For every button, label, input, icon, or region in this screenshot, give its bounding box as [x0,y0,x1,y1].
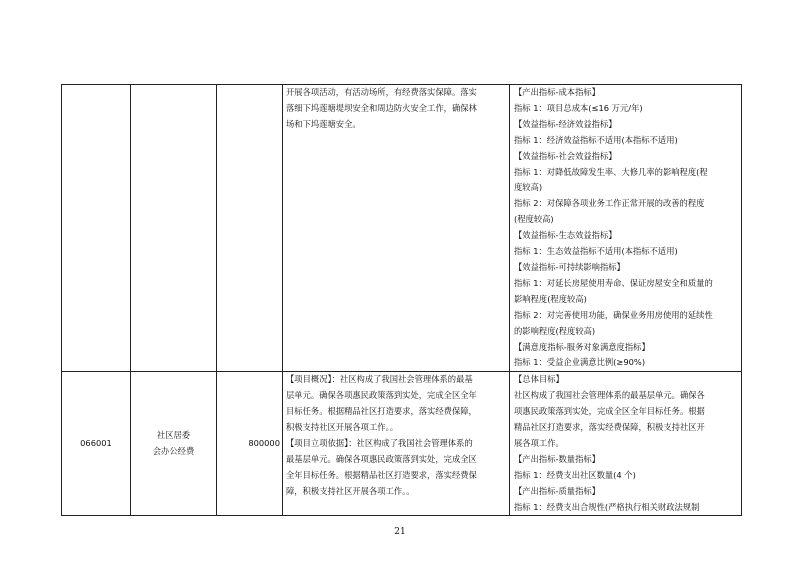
project-code-cell [62,372,131,516]
indicator-text-line: 【产出指标-数量指标】 [514,453,600,464]
project-table [61,84,742,516]
indicator-text-line: 【总体目标】 [514,374,564,385]
indicator-text-line: (程度较高) [514,214,554,225]
project-basis-cell [283,372,510,516]
indicator-text-line: 【产出指标-质量指标】 [514,485,600,496]
basis-text-line: 【项目立项依据】：社区构成了我国社会管理体系的 [286,437,473,448]
indicator-text-line: 【产出指标-成本指标】 [514,87,600,97]
indicator-text-line: 的影响程度(程度较高) [514,325,596,336]
basis-text-line: 全年目标任务。根据精品社区打造要求，落实经费保 [286,469,477,480]
project-code-cell [62,85,131,372]
basis-text-line: 积极支持社区开展各项工作。。 [286,422,399,433]
indicator-text-line: 社区构成了我国社会管理体系的最基层单元。确保各 [514,390,705,401]
indicator-text-line: 【效益指标-可持续影响指标】 [514,261,625,272]
indicator-cell [510,85,742,372]
basis-text-line: 层单元。确保各项惠民政策落到实处，完成全区全年 [286,390,477,401]
indicator-text-line: 指标 1：项目总成本(≤16 万元/年) [514,102,643,113]
basis-text-line: 最基层单元。确保各项惠民政策落到实处，完成全区 [286,453,477,464]
indicator-text-line: 度较高) [514,182,543,193]
project-name-cell [131,372,217,516]
indicator-text-line: 指标 1：生态效益指标不适用(本指标不适用) [514,246,678,257]
amount-cell [217,85,283,372]
amount-cell [217,372,283,516]
indicator-text-line: 指标 1：对降低故障发生率、大修几率的影响程度(程 [514,166,708,177]
indicator-text-line: 【效益指标-社会效益指标】 [514,150,617,161]
indicator-text-line: 【效益指标-生态效益指标】 [514,230,617,241]
project-name-line: 会办公经费 [152,445,195,456]
basis-text-line: 场和下坞莲塘安全。 [286,118,361,129]
table-row [62,372,742,516]
indicator-text-line: 影响程度(程度较高) [514,293,587,304]
table-row [62,85,742,372]
amount-value: 800000 [248,437,280,448]
basis-text-line: 【项目概况】：社区构成了我国社会管理体系的最基 [286,374,473,385]
indicator-text-line: 指标 1：对延长房屋使用寿命、保证房屋安全和质量的 [514,277,713,288]
project-name-line: 社区居委 [156,429,191,440]
indicator-text-line: 指标 1：经费支出合规性(严格执行相关财政法规制 [514,501,700,512]
indicator-text-line: 指标 1：受益企业满意比例(≥90%) [514,357,646,368]
indicator-text-line: 指标 2：对保障各项业务工作正常开展的改善的程度 [514,198,705,209]
indicator-text-line: 指标 2：对完善使用功能，确保业务用房使用的延续性 [514,309,713,320]
basis-text-line: 落细下坞莲塘堤坝安全和周边防火安全工作，确保林 [286,102,477,113]
indicator-text-line: 【效益指标-经济效益指标】 [514,118,617,129]
indicator-text-line: 指标 1：经费支出社区数量(4 个) [514,469,636,480]
indicator-text-line: 展各项工作。 [514,437,564,448]
project-code: 066001 [80,437,112,448]
basis-text-line: 开展各项活动，有活动场所，有经费落实保障。落实 [286,87,477,97]
basis-text-line: 障，积极支持社区开展各项工作。。 [286,485,415,496]
indicator-text-line: 项惠民政策落到实处，完成全区全年目标任务。根据 [514,406,705,417]
project-basis-cell [283,85,510,372]
basis-text-line: 目标任务。根据精品社区打造要求，落实经费保障， [286,406,477,417]
indicator-text-line: 指标 1：经济效益指标不适用(本指标不适用) [514,134,678,145]
indicator-cell [510,372,742,516]
page-number: 21 [394,527,406,537]
indicator-text-line: 【满意度指标-服务对象满意度指标】 [514,341,650,352]
indicator-text-line: 精品社区打造要求，落实经费保障，积极支持社区开 [514,422,705,433]
project-name-cell [131,85,217,372]
